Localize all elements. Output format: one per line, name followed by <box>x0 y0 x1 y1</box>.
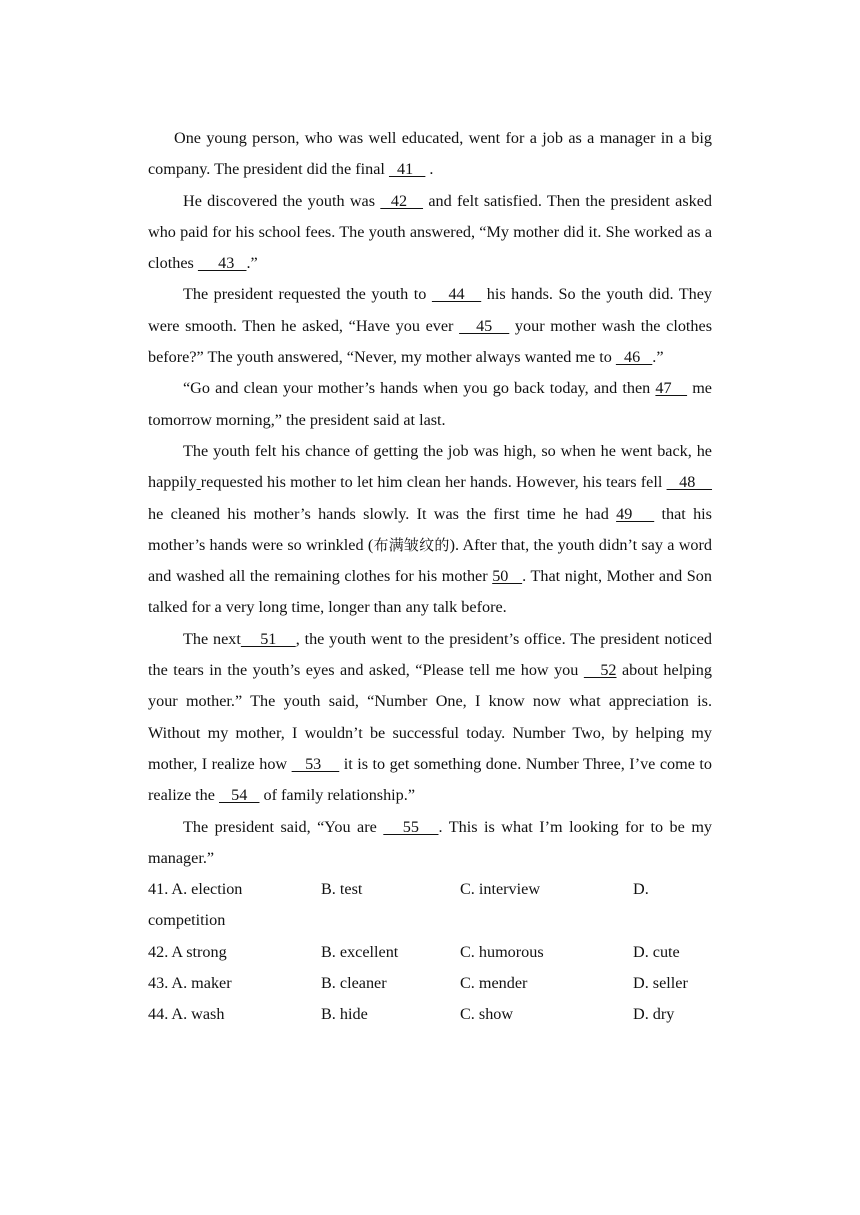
option-d: D. seller <box>633 974 688 993</box>
option-c: C. show <box>460 1005 514 1024</box>
option-d: D. <box>633 880 649 899</box>
answer-blank: 45 <box>459 316 510 335</box>
option-a: 43. A. maker <box>148 974 232 993</box>
answer-blank <box>197 473 201 491</box>
answer-blank: 52 <box>583 661 617 680</box>
answer-blank: 53 <box>291 754 340 773</box>
answer-blank: 54 <box>219 786 260 805</box>
question-row <box>148 937 712 968</box>
answer-blank: 41 <box>388 160 426 179</box>
option-a: 41. A. election <box>148 880 243 899</box>
answer-blank: 42 <box>380 191 424 210</box>
paragraph-p4: “Go and clean your mother’s hands when you go back today, and then 47 me tomorrow morning,” the president said at last. <box>148 379 712 429</box>
question-row <box>148 968 712 999</box>
question-row <box>148 999 712 1030</box>
cloze-passage <box>148 123 712 874</box>
option-b: B. cleaner <box>321 974 387 993</box>
answer-blank: 43 <box>197 254 247 273</box>
chinese-gloss: 布满皱纹的 <box>373 535 450 554</box>
paragraph-p7: The president said, “You are 55 . This is what I’m looking for to be my manager.” <box>148 817 713 867</box>
option-a: 44. A. wash <box>148 1005 225 1024</box>
option-b: B. hide <box>321 1005 368 1024</box>
option-d: D. dry <box>633 1005 675 1024</box>
option-c: C. interview <box>460 880 541 899</box>
answer-blank: 49 <box>616 504 655 523</box>
paragraph-p6: The next 51 , the youth went to the president’s office. The president noticed the tears in the youth’s eyes and asked, “Please tell me how you 52 about helping your mother.” The youth said, “Number One, I know now what appreciation is. Without my mother, I wouldn’t be successful today. Number Two, by helping my mother, I realize how 53 it is to get something done. Number Three, I’ve come to realize the 54 of family relationship.” <box>148 629 713 805</box>
answer-blank: 48 <box>666 473 713 492</box>
option-d-continued: competition <box>148 911 226 930</box>
answer-blank: 50 <box>492 567 523 586</box>
answer-blank: 44 <box>431 285 482 304</box>
paragraph-p2: He discovered the youth was 42 and felt satisfied. Then the president asked who paid for his school fees. The youth answered, “My mother did it. She worked as a clothes 43 .” <box>148 191 713 273</box>
answer-blank: 46 <box>615 348 653 367</box>
option-b: B. excellent <box>321 942 399 961</box>
answer-blank: 55 <box>383 817 439 836</box>
paragraph-p5: The youth felt his chance of getting the job was high, so when he went back, he happily requested his mother to let him clean her hands. However, his tears fell 48 he cleaned his mother’s hands slowly. It was the first time he had 49 that his mother’s hands were so wrinkled (布满皱纹的). After that, the youth didn’t say a word and washed all the remaining clothes for his mother 50 . That night, Mother and Son talked for a very long time, longer than any talk before. <box>148 441 713 617</box>
paragraph-p3: The president requested the youth to 44 his hands. So the youth did. They were smooth. Then he asked, “Have you ever 45 your mother wash the clothes before?” The youth answered, “Never, my mother always wanted me to 46 .” <box>148 285 712 367</box>
option-d: D. cute <box>633 942 680 961</box>
option-c: C. mender <box>460 974 528 993</box>
document-page <box>148 123 712 1031</box>
answer-blank: 47 <box>655 379 688 398</box>
question-options <box>148 874 712 1030</box>
answer-blank: 51 <box>240 629 296 648</box>
option-a: 42. A strong <box>148 942 227 961</box>
question-row <box>148 874 712 937</box>
option-c: C. humorous <box>460 942 544 961</box>
option-b: B. test <box>321 880 363 899</box>
paragraph-p1: One young person, who was well educated, went for a job as a manager in a big company. The president did the final 41 . <box>148 129 712 179</box>
